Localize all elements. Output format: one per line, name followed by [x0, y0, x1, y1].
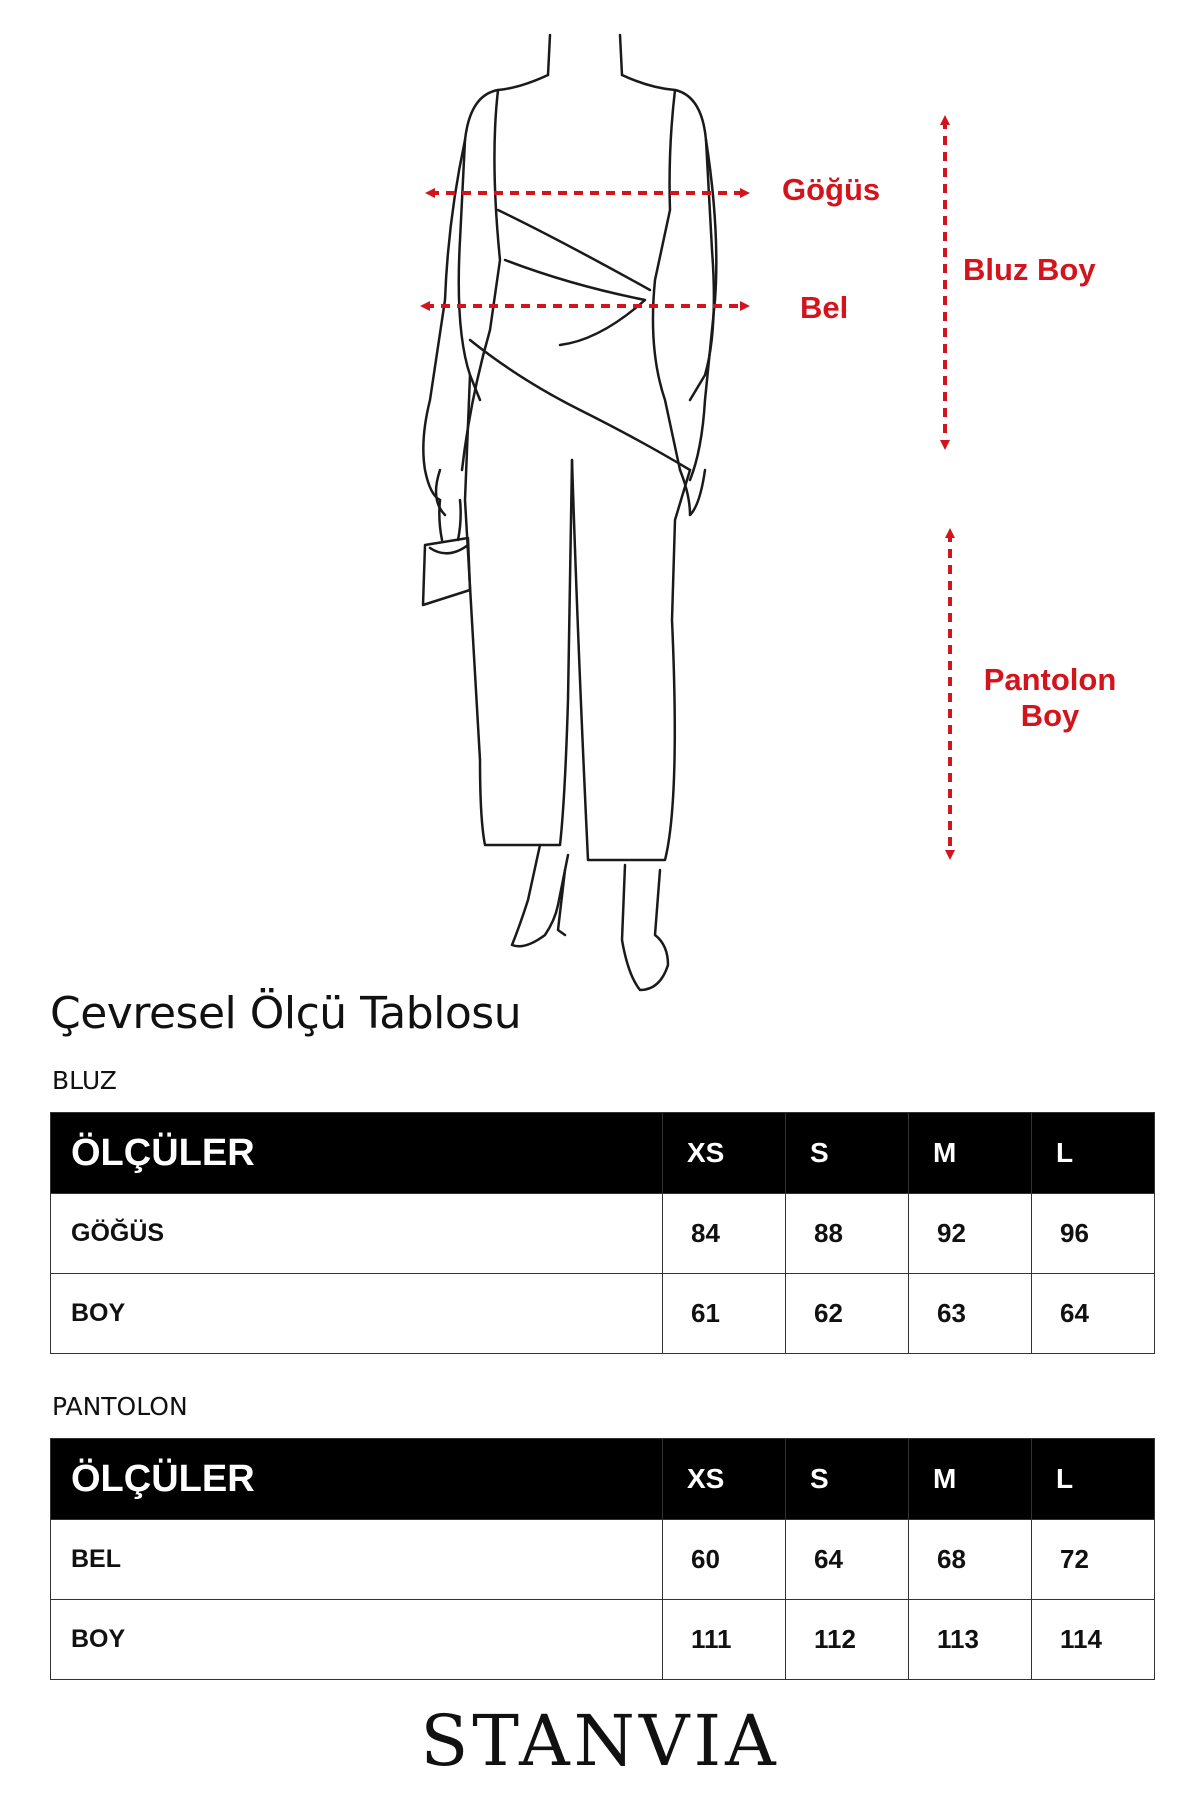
table-cell: 61: [663, 1274, 786, 1354]
table-cell: 112: [786, 1600, 909, 1680]
table-row: [51, 1274, 1155, 1354]
header-size-l: L: [1032, 1439, 1155, 1520]
table-cell: 68: [909, 1520, 1032, 1600]
table-cell: 64: [1032, 1274, 1155, 1354]
table-cell: 63: [909, 1274, 1032, 1354]
header-measurements: ÖLÇÜLER: [51, 1439, 663, 1520]
chest-label: Göğüs: [782, 172, 881, 207]
table-cell: 113: [909, 1600, 1032, 1680]
size-table-bluz: [50, 1112, 1155, 1354]
size-table-pantolon: [50, 1438, 1155, 1680]
trouser-length-label-line1: Pantolon: [983, 662, 1117, 697]
table-cell: 84: [663, 1194, 786, 1274]
measurement-arrows: [425, 120, 950, 855]
table-cell: 60: [663, 1520, 786, 1600]
table-cell: 64: [786, 1520, 909, 1600]
table-row: [51, 1194, 1155, 1274]
section-label-pantolon: PANTOLON: [52, 1392, 188, 1421]
blouse-length-label: Bluz Boy: [963, 252, 1096, 287]
table-cell: 72: [1032, 1520, 1155, 1600]
header-size-m: M: [909, 1113, 1032, 1194]
figure-outline: [423, 35, 716, 990]
row-label: BOY: [51, 1274, 663, 1354]
table-cell: 96: [1032, 1194, 1155, 1274]
table-cell: 88: [786, 1194, 909, 1274]
table-row: [51, 1600, 1155, 1680]
table-cell: 114: [1032, 1600, 1155, 1680]
header-size-xs: XS: [663, 1113, 786, 1194]
trouser-length-label: [975, 662, 1125, 733]
header-size-xs: XS: [663, 1439, 786, 1520]
table-row: [51, 1520, 1155, 1600]
table-header-row: [51, 1113, 1155, 1194]
table-cell: 92: [909, 1194, 1032, 1274]
trouser-length-label-line2: Boy: [1020, 697, 1080, 733]
table-header-row: [51, 1439, 1155, 1520]
header-size-l: L: [1032, 1113, 1155, 1194]
header-size-s: S: [786, 1439, 909, 1520]
brand-logo: STANVIA: [420, 1700, 780, 1782]
section-label-bluz: BLUZ: [52, 1066, 117, 1095]
header-size-s: S: [786, 1113, 909, 1194]
waist-label: Bel: [800, 290, 849, 325]
row-label: BEL: [51, 1520, 663, 1600]
row-label: GÖĞÜS: [51, 1194, 663, 1274]
header-size-m: M: [909, 1439, 1032, 1520]
row-label: BOY: [51, 1600, 663, 1680]
page-title: Çevresel Ölçü Tablosu: [50, 988, 522, 1039]
header-measurements: ÖLÇÜLER: [51, 1113, 663, 1194]
table-cell: 111: [663, 1600, 786, 1680]
table-cell: 62: [786, 1274, 909, 1354]
